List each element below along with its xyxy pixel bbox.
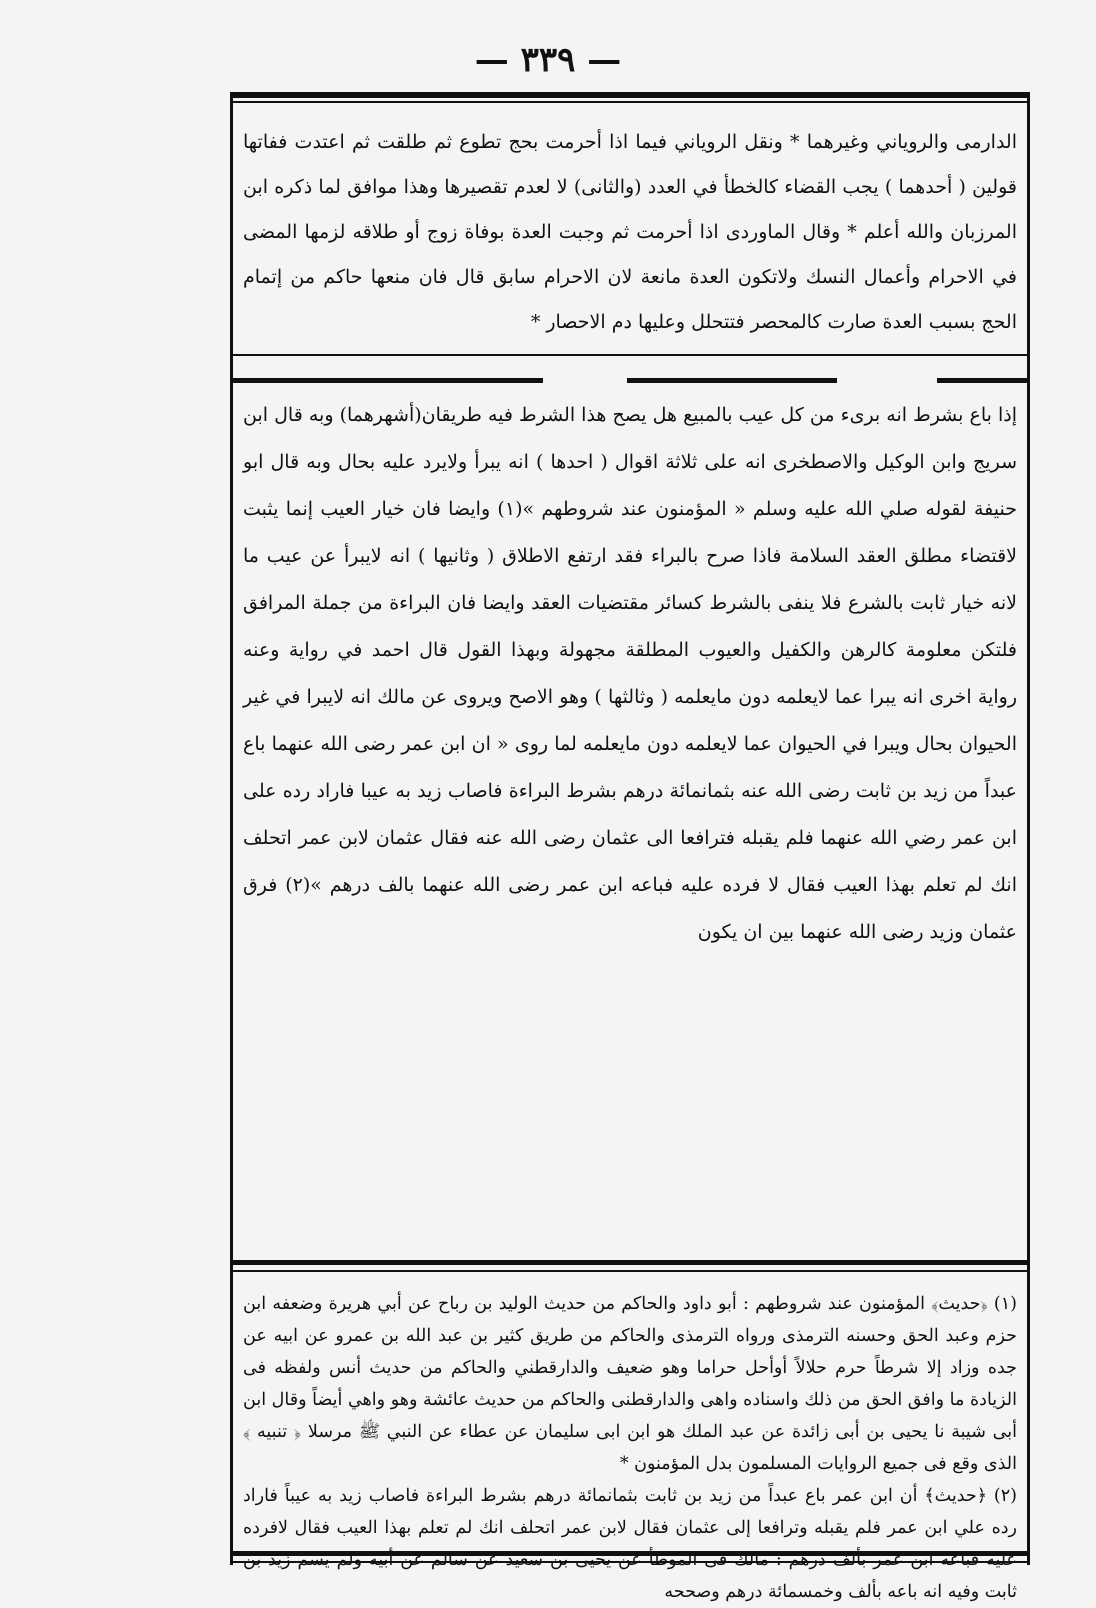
- continuation-paragraph: [243, 120, 1017, 345]
- paragraph-text: إذا باع بشرط انه برىء من كل عيب بالمبيع هل يصح هذا الشرط فيه طريقان(أشهرهما) وبه قال ابن سريج وابن الوكيل والاصطخرى انه على ثلاثة اقوال ( احدها ) انه يبرأ ولايرد عليه بحال وبه قال ابو حنيفة لقوله صلي الله عليه وسلم « المؤمنون عند شروطهم »(١) وايضا فان خيار العيب إنما يثبت لاقتضاء مطلق العقد السلامة فاذا صرح بالبراء فقد ارتفع الاطلاق ( وثانيها ) انه لايبرأ عن عيب ما لانه خيار ثابت بالشرع فلا ينفى بالشرط كسائر مقتضيات العقد وايضا فان البراءة من جملة المرافق فلتكن معلومة كالرهن والكفيل والعيوب المطلقة مجهولة وبهذا القول قال احمد في رواية وعنه رواية اخرى انه يبرا عما لايعلمه دون مايعلمه ( وثالثها ) وهو الاصح ويروى عن مالك انه لايبرا في غير الحيوان بحال ويبرا في الحيوان عما لايعلمه دون مايعلمه لما روى « ان ابن عمر رضى الله عنهما باع عبداً من زيد بن ثابت رضى الله عنه بثمانمائة درهم بشرط البراءة فاصاب زيد به عيبا فاراد رده على ابن عمر رضي الله عنهما فلم يقبله فترافعا الى عثمان رضى الله عنه فقال عثمان لابن عمر اتحلف انك لم تعلم بهذا العيب فقال لا فرده عليه فباعه ابن عمر رضى الله عنهما بالف درهم »(٢) فرق عثمان وزيد رضى الله عنهما بين ان يكون: [243, 404, 1017, 943]
- footnotes: [243, 1288, 1017, 1602]
- text-frame: [230, 92, 1030, 1602]
- main-paragraph: [243, 392, 1017, 1252]
- divider-segment-left: [233, 378, 543, 383]
- footnote-divider: [233, 1260, 1027, 1272]
- footnote-2: (٢) ﴿حديث﴾ أن ابن عمر باع عبداً من زيد بن ثابت بثمانمائة درهم بشرط البراءة فاصاب زيد به عيباً فاراد رده علي ابن عمر فلم يقبله وترافعا إلى عثمان فقال لابن عمر اتحلف انك لم تعلم بهذا العيب فقال لافرده عليه فباعه ابن عمر بألف درهم : مالك فى الموطأ عن يحيى بن سعيد عن سالم عن أبيه ولم يسم زيد بن ثابت وفيه انه باعه بألف وخمسمائة درهم وصححه: [243, 1486, 1017, 1602]
- footnote-1: (١) ﴿حديث﴾ المؤمنون عند شروطهم : أبو داود والحاكم من حديث الوليد بن رباح عن أبي هريرة وضعفه ابن حزم وعبد الحق وحسنه الترمذى ورواه الترمذى والحاكم من طريق كثير بن عبد الله بن عمرو عن ابيه عن جده وزاد إلا شرطاً حرم حلالاً أوأحل حراما وهو ضعيف والدارقطني والحاكم من حديث أنس ولفظه فى الزيادة ما وافق الحق من ذلك واسناده واهى والدارقطنى والحاكم من حديث عائشة وهو واهي أيضاً وقال ابن أبى شيبة نا يحيى بن أبى زائدة عن عبد الملك هو ابن ابى سليمان عن عطاء عن النبي ﷺ مرسلا ﴿ تنبيه ﴾ الذى وقع فى جميع الروايات المسلمون بدل المؤمنون *: [243, 1294, 1017, 1474]
- bottom-rule: [233, 1551, 1027, 1563]
- page-number: — ٣٣٩ —: [474, 40, 622, 80]
- top-rule-thin: [233, 101, 1027, 103]
- divider-segment-right: [937, 378, 1027, 383]
- top-rule: [233, 92, 1027, 98]
- section-divider-thin: [233, 354, 1027, 356]
- divider-segment-middle: [627, 378, 837, 383]
- paragraph-text: الدارمى والروياني وغيرهما * ونقل الروياني فيما اذا أحرمت بحج تطوع ثم طلقت ثم اعتدت ففاتها قولين ( أحدهما ) يجب القضاء كالخطأ في العدد (والثانى) لا لعدم تقصيرها وهذا موافق لما ذكره ابن المرزبان والله أعلم * وقال الماوردى اذا أحرمت ثم وجبت العدة بوفاة زوج أو طلاقه لزمها المضى في الاحرام وأعمال النسك ولاتكون العدة مانعة لان الاحرام سابق قال فان منعها حاكم من إتمام الحج بسبب العدة صارت كالمحصر فتتحلل وعليها دم الاحصار *: [243, 131, 1017, 333]
